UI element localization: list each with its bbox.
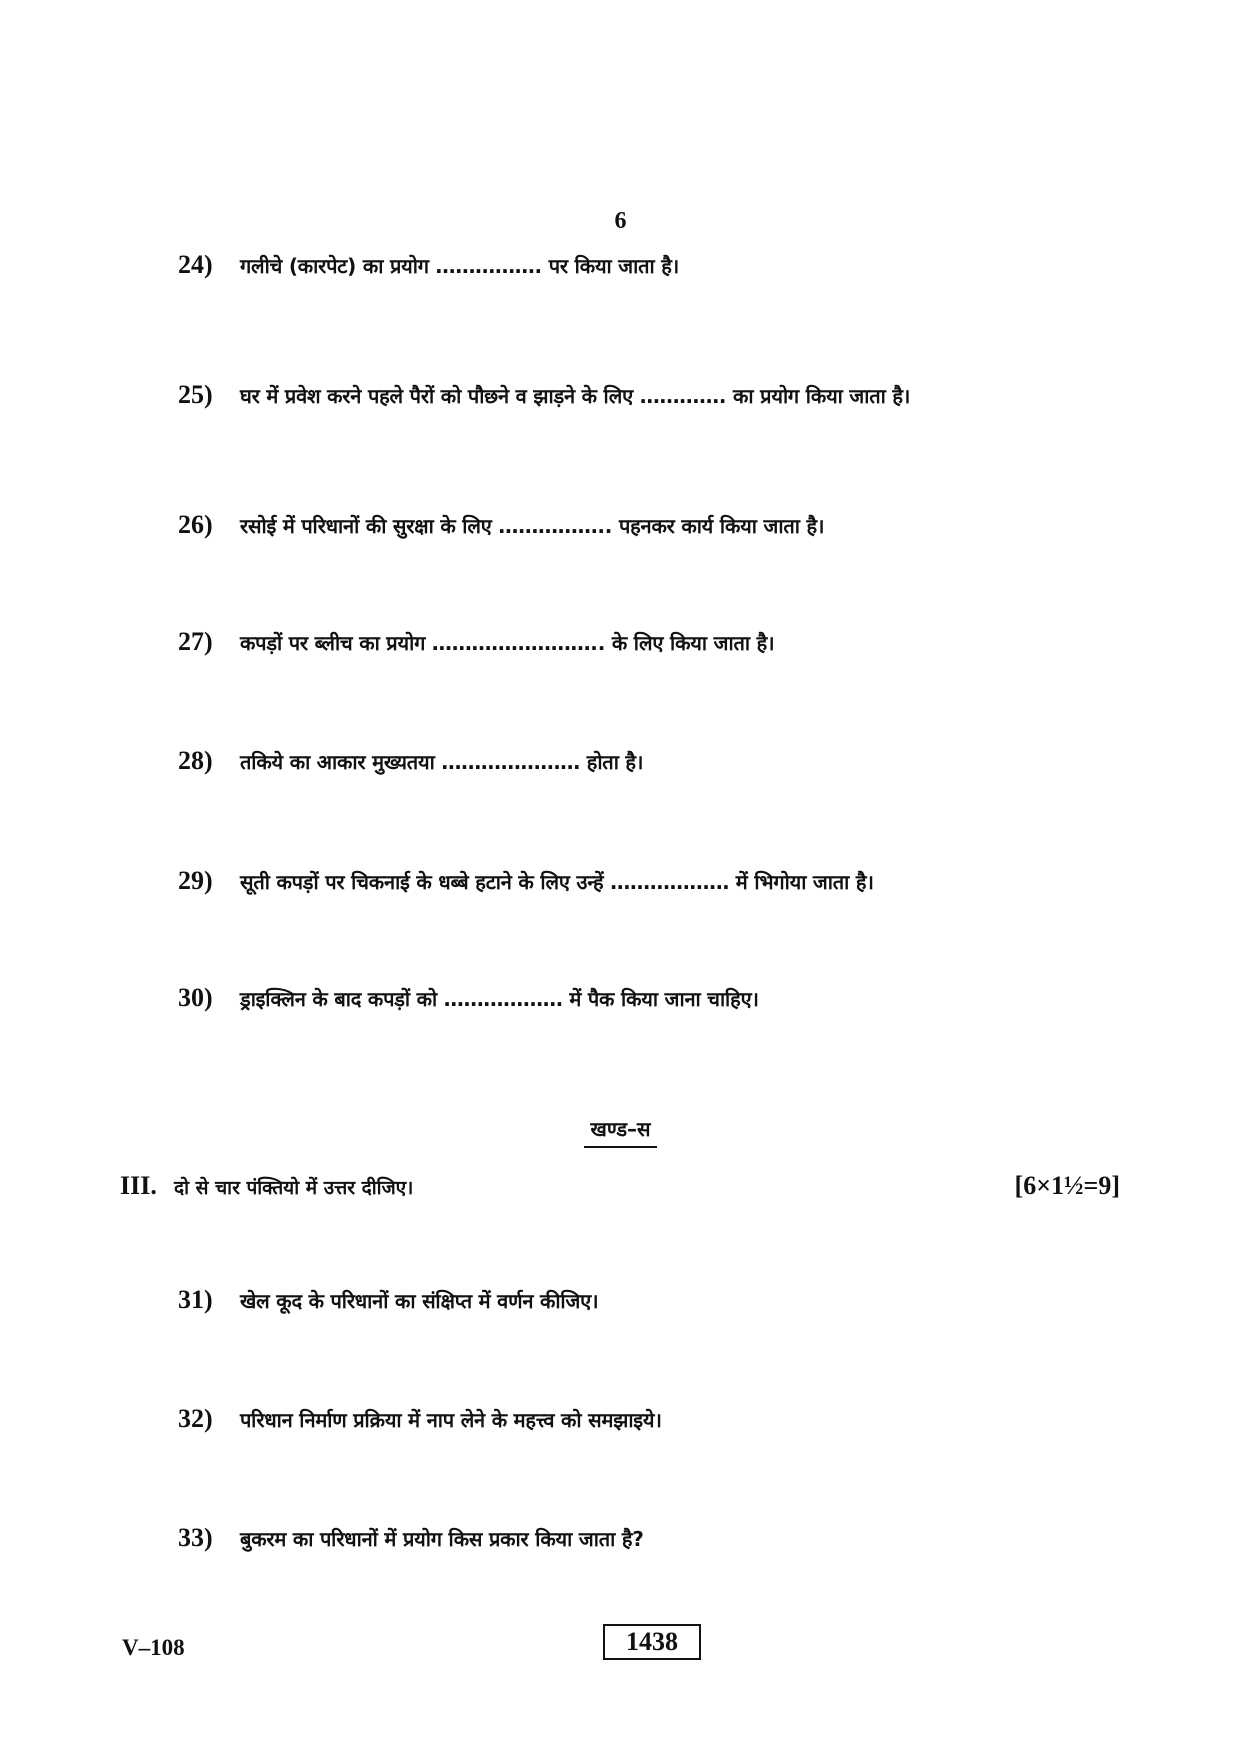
question-number: 27) — [178, 627, 213, 656]
paper-number-box: 1438 — [603, 1624, 701, 1660]
question-26 — [178, 510, 824, 540]
section-title — [0, 1115, 1241, 1148]
question-text: रसोई में परिधानों की सुरक्षा के लिए …………….. पहनकर कार्य किया जाता है। — [240, 514, 825, 538]
question-number: 24) — [178, 250, 213, 279]
question-number: 28) — [178, 746, 213, 775]
question-text: सूती कपड़ों पर चिकनाई के धब्बे हटाने के लिए उन्हें ……………… में भिगोया जाता है। — [240, 870, 874, 894]
question-33 — [178, 1523, 644, 1553]
marks-allocation: [6×1½=9] — [1014, 1171, 1120, 1200]
question-text: ड्राइक्लिन के बाद कपड़ों को ……………… में पैक किया जाना चाहिए। — [240, 987, 759, 1011]
question-text: परिधान निर्माण प्रक्रिया में नाप लेने के महत्त्व को समझाइये। — [240, 1408, 662, 1432]
question-number: 29) — [178, 866, 213, 895]
question-32 — [178, 1404, 662, 1434]
question-24 — [178, 250, 679, 280]
question-number: 33) — [178, 1523, 213, 1552]
question-number: 25) — [178, 380, 213, 409]
section-title-text: खण्ड–स — [584, 1115, 656, 1148]
question-text: कपड़ों पर ब्लीच का प्रयोग …………………….. के लिए किया जाता है। — [240, 631, 775, 655]
paper-code: V–108 — [122, 1635, 185, 1660]
question-number: 32) — [178, 1404, 213, 1433]
section-roman-number: III. — [120, 1171, 157, 1200]
question-text: तकिये का आकार मुख्यतया ………………… होता है। — [240, 750, 644, 774]
question-text: घर में प्रवेश करने पहले पैरों को पौछने व झाड़ने के लिए …………. का प्रयोग किया जाता है। — [240, 384, 911, 408]
section-instruction — [120, 1171, 1120, 1201]
question-25 — [178, 380, 910, 410]
question-27 — [178, 627, 774, 657]
question-30 — [178, 983, 759, 1013]
question-28 — [178, 746, 643, 776]
question-text: बुकरम का परिधानों में प्रयोग किस प्रकार किया जाता है? — [240, 1527, 644, 1551]
question-29 — [178, 866, 874, 896]
question-number: 31) — [178, 1285, 213, 1314]
question-number: 26) — [178, 510, 213, 539]
question-31 — [178, 1285, 598, 1315]
instruction-text: दो से चार पंक्तियो में उत्तर दीजिए। — [174, 1177, 414, 1199]
question-number: 30) — [178, 983, 213, 1012]
question-text: गलीचे (कारपेट) का प्रयोग ……………. पर किया जाता है। — [240, 254, 680, 278]
page-number: 6 — [614, 208, 627, 234]
question-text: खेल कूद के परिधानों का संक्षिप्त में वर्णन कीजिए। — [240, 1289, 599, 1313]
